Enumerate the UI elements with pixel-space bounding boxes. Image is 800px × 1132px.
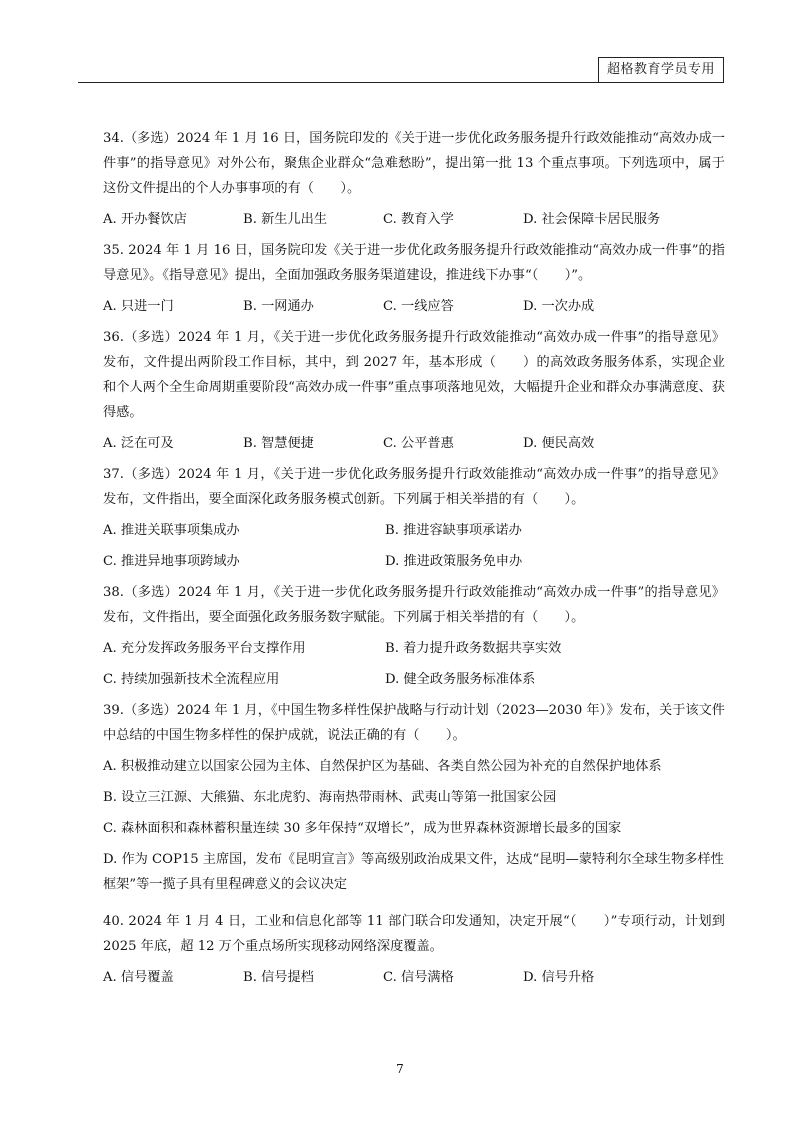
- option-d: D. 健全政务服务标准体系: [385, 672, 536, 687]
- option-list: [103, 754, 725, 903]
- option-list: [103, 518, 725, 574]
- option-b: B. 智慧便捷: [243, 436, 314, 451]
- option-a: A. 信号覆盖: [103, 970, 174, 985]
- option-b: B. 推进容缺事项承诺办: [385, 523, 522, 538]
- option-list: [103, 207, 725, 232]
- question-stem: 34.（多选）2024 年 1 月 16 日，国务院印发的《关于进一步优化政务服务提升行政效能推动“高效办成一件事”的指导意见》对外公布，聚焦企业群众“急难愁盼”，提出第一批 13 个重点事项。下列选项中，属于这份文件提出的个人办事事项的有（ ）。: [103, 131, 725, 196]
- option-d: D. 信号升格: [523, 970, 595, 985]
- option-list: [103, 965, 725, 990]
- question-35: [103, 238, 725, 319]
- question-39: [103, 698, 725, 903]
- question-stem: 36.（多选）2024 年 1 月，《关于进一步优化政务服务提升行政效能推动“高效办成一件事”的指导意见》发布，文件提出两阶段工作目标，其中，到 2027 年，基本形成（ ）的高效政务服务体系，实现企业和个人两个全生命周期重要阶段“高效办成一件事”重点事项落地见效，大幅提升企业和群众办事满意度、获得感。: [103, 330, 725, 420]
- option-c: C. 公平普惠: [383, 436, 454, 451]
- option-d: D. 便民高效: [523, 436, 595, 451]
- question-stem: 35. 2024 年 1 月 16 日，国务院印发《关于进一步优化政务服务提升行政效能推动“高效办成一件事”的指导意见》。《指导意见》提出，全面加强政务服务渠道建设，推进线下办事“（ ）”。: [103, 243, 725, 283]
- question-stem: 37.（多选）2024 年 1 月，《关于进一步优化政务服务提升行政效能推动“高效办成一件事”的指导意见》发布，文件指出，要全面深化政务服务模式创新。下列属于相关举措的有（ ）。: [103, 467, 725, 507]
- header-divider: [78, 82, 722, 83]
- option-c: C. 森林面积和森林蓄积量连续 30 多年保持“双增长”，成为世界森林资源增长最多的国家: [103, 821, 622, 836]
- option-a: A. 泛在可及: [103, 436, 174, 451]
- option-d: D. 推进政策服务免申办: [385, 554, 523, 569]
- question-stem: 40. 2024 年 1 月 4 日，工业和信息化部等 11 部门联合印发通知，决定开展“（ ）”专项行动，计划到 2025 年底，超 12 万个重点场所实现移动网络深度覆盖。: [103, 914, 725, 954]
- option-b: B. 新生儿出生: [243, 212, 328, 227]
- option-a: A. 推进关联事项集成办: [103, 523, 240, 538]
- question-stem: 38.（多选）2024 年 1 月，《关于进一步优化政务服务提升行政效能推动“高效办成一件事”的指导意见》发布，文件指出，要全面强化政务服务数字赋能。下列属于相关举措的有（ ）。: [103, 585, 725, 625]
- option-d: D. 社会保障卡居民服务: [523, 212, 661, 227]
- header-label: 超格教育学员专用: [598, 57, 724, 83]
- option-c: C. 一线应答: [383, 299, 454, 314]
- option-c: C. 推进异地事项跨域办: [103, 554, 240, 569]
- option-a: A. 开办餐饮店: [103, 212, 187, 227]
- option-list: [103, 431, 725, 456]
- option-b: B. 信号提档: [243, 970, 314, 985]
- question-34: [103, 126, 725, 232]
- question-40: [103, 909, 725, 990]
- option-a: A. 只进一门: [103, 299, 174, 314]
- option-list: [103, 636, 725, 692]
- question-36: [103, 325, 725, 456]
- option-b: B. 设立三江源、大熊猫、东北虎豹、海南热带雨林、武夷山等第一批国家公园: [103, 790, 557, 805]
- option-c: C. 信号满格: [383, 970, 454, 985]
- option-list: [103, 294, 725, 319]
- option-a: A. 充分发挥政务服务平台支撑作用: [103, 641, 306, 656]
- option-b: B. 着力提升政务数据共享实效: [385, 641, 562, 656]
- option-d: D. 一次办成: [523, 299, 595, 314]
- question-list: [103, 126, 725, 996]
- option-d: D. 作为 COP15 主席国，发布《昆明宣言》等高级别政治成果文件，达成“昆明—蒙特利尔全球生物多样性框架”等一揽子具有里程碑意义的会议决定: [103, 852, 724, 892]
- question-38: [103, 580, 725, 692]
- option-c: C. 教育入学: [383, 212, 454, 227]
- page-number: 7: [396, 1062, 404, 1076]
- option-c: C. 持续加强新技术全流程应用: [103, 672, 280, 687]
- option-b: B. 一网通办: [243, 299, 314, 314]
- question-37: [103, 462, 725, 574]
- option-a: A. 积极推动建立以国家公园为主体、自然保护区为基础、各类自然公园为补充的自然保护地体系: [103, 759, 662, 774]
- question-stem: 39.（多选）2024 年 1 月，《中国生物多样性保护战略与行动计划（2023—2030 年）》发布，关于该文件中总结的中国生物多样性的保护成就，说法正确的有（ ）。: [103, 703, 725, 743]
